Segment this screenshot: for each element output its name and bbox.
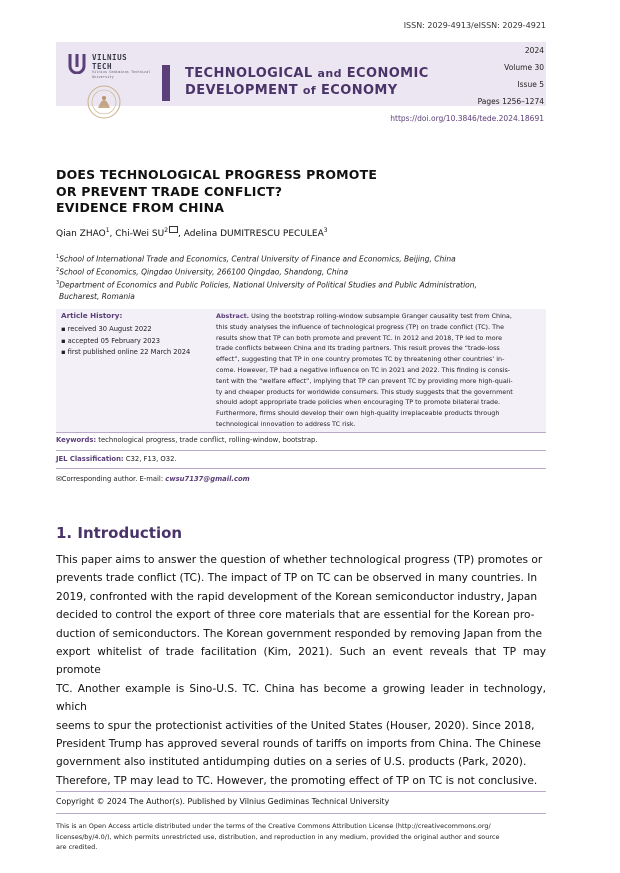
journal-title: TECHNOLOGICAL and ECONOMIC DEVELOPMENT of ECONOMY	[185, 66, 429, 98]
copyright-line: Copyright © 2024 The Author(s). Published by Vilnius Gediminas Technical University	[56, 797, 390, 806]
journal-accent-bar	[162, 65, 170, 101]
history-item: ▪ accepted 05 February 2023	[61, 336, 161, 345]
logo-text-tech: TECH	[92, 62, 113, 71]
divider	[56, 791, 546, 792]
vilnius-tech-logo-icon	[68, 53, 86, 74]
jel-classification: JEL Classification: C32, F13, O32.	[56, 455, 177, 463]
logo-subtitle: Vilnius Gediminas Technical University	[92, 70, 151, 79]
author-list: Qian ZHAO$^1$, Chi-Wei $SU^2$ , Adelina DUMITRESCU PECULEA$^3$	[56, 227, 328, 239]
journal-volume: Volume 30	[504, 63, 544, 72]
affiliations: $^1$School of International Trade and Economics, Central University of Finance and Economics, Beijing, China $^2$School of Economics, Qingdao University, 266100 Qingdao, Shandong, China $^3$Department of Economics and Public Policies, National University of Political Studies and Public Administration, Bucharest, Romania	[56, 254, 477, 301]
journal-issue: Issue 5	[517, 80, 544, 89]
divider	[56, 468, 546, 469]
divider	[56, 432, 546, 433]
license-text: This is an Open Access article distributed under the terms of the Creative Commons Attribution License (http://creativecommons.org/ licenses/by/4.0/), which permits unrestricted use, distribution, and reproduction in any medium, provided the original author and source are credited.	[56, 822, 500, 851]
divider	[56, 813, 546, 814]
keywords-line: Keywords: technological progress, trade conflict, rolling-window, bootstrap.	[56, 436, 318, 444]
history-item: ▪ first published online 22 March 2024	[61, 348, 191, 356]
article-history-list	[61, 324, 190, 359]
history-item: ▪ received 30 August 2022	[61, 325, 152, 333]
mail-icon[interactable]	[169, 226, 178, 233]
university-seal-icon	[84, 84, 124, 120]
divider	[56, 450, 546, 451]
section-heading: 1. Introduction	[56, 524, 183, 542]
journal-year: 2024	[524, 46, 544, 55]
corresponding-author: ✉Corresponding author. E-mail: cwsu7137@gmail.com	[56, 475, 250, 483]
article-title: DOES TECHNOLOGICAL PROGRESS PROMOTE OR PREVENT TRADE CONFLICT? EVIDENCE FROM CHINA	[56, 167, 378, 215]
mail-icon: ✉	[56, 475, 62, 483]
abstract-text: Abstract. Using the bootstrap rolling-window subsample Granger causality test from China, this study analyses the influence of technological progress (TP) on trade conflict (TC). The results show that TP can both promote and prevent TC. In 2012 and 2018, TP led to more trade conflicts between China and its trading partners. This result proves the “trade-loss effect”, suggesting that TP in one country promotes TC by threatening other countries’ in- come. However, TP had a negative influence on TC in 2021 and 2022. This finding is consis- tent with the “welfare effect”, implying that TP can prevent TC by providing more high-quali- ty and cheaper products for worldwide consumers. This study suggests that the government should adopt appropriate trade policies when encouraging TP to promote bilateral trade. Furthermore, firms should develop their own high-quality irreplaceable products through technological innovation to address TC risk.	[216, 312, 513, 428]
email-link[interactable]: cwsu7137@gmail.com	[165, 475, 250, 483]
issn-line: ISSN: 2029-4913/eISSN: 2029-4921	[403, 21, 546, 30]
logo-text-vilnius: VILNIUS	[92, 53, 128, 62]
doi-link[interactable]: https://doi.org/10.3846/tede.2024.18691	[390, 114, 544, 123]
article-history-title: Article History:	[61, 311, 123, 320]
introduction-body: This paper aims to answer the question of whether technological progress (TP) promotes or prevents trade conflict (TC). The impact of TP on TC can be observed in many countries. In 2019, confronted with the rapid development of the Korean semiconductor industry, Japan decided to control the export of three core materials that are essential for the Korean pro- duction of semiconductors. The Korean government responded by removing Japan from the export whitelist of trade facilitation (Kim, 2021). Such an event reveals that TP may promote TC. Another example is Sino-U.S. TC. China has become a growing leader in technology, which seems to spur the protectionist activities of the United States (Houser, 2020). Since 2018, President Trump has approved several rounds of tariffs on imports from China. The Chinese government also instituted antidumping duties on a series of U.S. products (Park, 2020). Therefore, TP may lead to TC. However, the promoting effect of TP on TC is not conclusive.	[56, 554, 546, 787]
journal-pages: Pages 1256–1274	[477, 97, 544, 106]
